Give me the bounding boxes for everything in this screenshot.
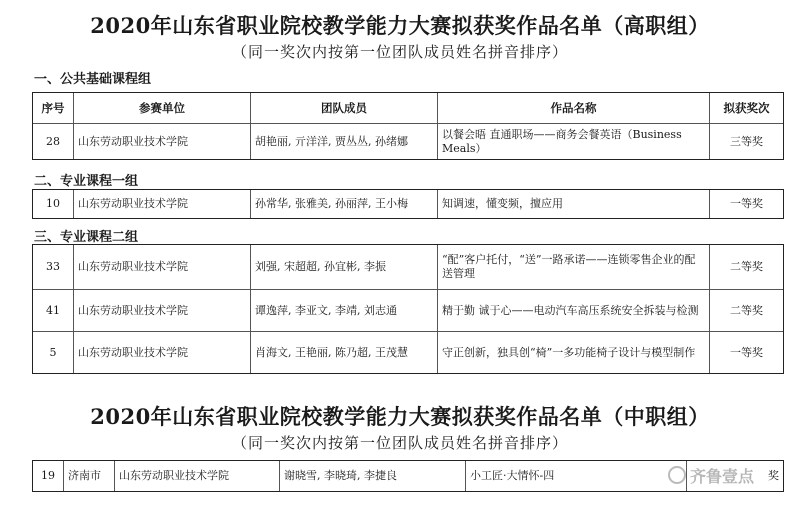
- row-work: 知调速，懂变频，擅应用: [437, 190, 709, 218]
- row-award: 三等奖: [709, 124, 783, 159]
- row-no: 41: [46, 303, 60, 317]
- row-no: 19: [41, 469, 55, 482]
- section-title-major-2: 三、专业课程二组: [34, 230, 139, 245]
- row-team: 刘强, 宋超超, 孙宜彬, 李振: [250, 245, 437, 289]
- row-no: 10: [46, 197, 60, 210]
- header-team: 团队成员: [250, 93, 437, 123]
- table-row: [33, 289, 783, 331]
- table-row: [33, 190, 783, 218]
- row-unit: 山东劳动职业技术学院: [73, 290, 250, 331]
- section-title-public: 一、公共基础课程组: [34, 72, 152, 87]
- page-title: 2020年山东省职业院校教学能力大赛拟获奖作品名单（高职组）: [90, 13, 710, 38]
- table-major-1: [32, 189, 784, 219]
- header-no: 序号: [41, 101, 65, 115]
- row-city: 济南市: [63, 461, 114, 491]
- page-subtitle: （同一奖次内按第一位团队成员姓名拼音排序）: [231, 43, 568, 61]
- row-no: 5: [49, 345, 57, 359]
- table-header: [33, 93, 783, 123]
- row-award: 二等奖: [709, 245, 783, 289]
- table-public: [32, 92, 784, 160]
- row-work: “配”客户托付，“送”一路承诺——连锁零售企业的配送管理: [437, 245, 709, 289]
- row-work: 精于勤 诚于心——电动汽车高压系统安全拆装与检测: [437, 290, 709, 331]
- row-team: 谢晓雪, 李晓琦, 李捷良: [279, 461, 465, 491]
- table-row: [33, 245, 783, 289]
- secondary-subtitle: （同一奖次内按第一位团队成员姓名拼音排序）: [231, 434, 568, 452]
- row-work: 守正创新，独具创“椅”一多功能椅子设计与模型制作: [437, 332, 709, 373]
- secondary-title: 2020年山东省职业院校教学能力大赛拟获奖作品名单（中职组）: [90, 404, 710, 429]
- row-team: 胡艳丽, 亓洋洋, 贾丛丛, 孙绪娜: [250, 124, 437, 159]
- header-unit: 参赛单位: [73, 93, 250, 123]
- row-unit: 山东劳动职业技术学院: [73, 245, 250, 289]
- row-team: 孙常华, 张雅美, 孙丽萍, 王小梅: [250, 190, 437, 218]
- row-unit: 山东劳动职业技术学院: [114, 461, 279, 491]
- table-major-2: [32, 244, 784, 374]
- row-unit: 山东劳动职业技术学院: [73, 332, 250, 373]
- row-no: 33: [46, 260, 60, 273]
- row-work: 以餐会晤 直通职场——商务会餐英语（Business Meals）: [437, 124, 709, 159]
- section-title-major-1: 二、专业课程一组: [34, 174, 139, 189]
- row-award: 一等奖: [709, 332, 783, 373]
- header-work: 作品名称: [437, 93, 709, 123]
- qilu-logo-icon: [668, 466, 686, 484]
- row-team: 肖海文, 王艳丽, 陈乃超, 王茂慧: [250, 332, 437, 373]
- row-no: 28: [46, 134, 60, 148]
- row-award: 奖: [686, 461, 783, 491]
- row-unit: 山东劳动职业技术学院: [73, 124, 250, 159]
- row-work: 小工匠·大情怀-四: [465, 461, 686, 491]
- table-row: [33, 123, 783, 159]
- row-award: 一等奖: [709, 190, 783, 218]
- row-unit: 山东劳动职业技术学院: [73, 190, 250, 218]
- table-row: [33, 331, 783, 373]
- row-award: 二等奖: [709, 290, 783, 331]
- header-award: 拟获奖次: [709, 93, 783, 123]
- watermark-text: 齐鲁壹点: [690, 467, 755, 486]
- row-team: 谭逸萍, 李亚文, 李靖, 刘志通: [250, 290, 437, 331]
